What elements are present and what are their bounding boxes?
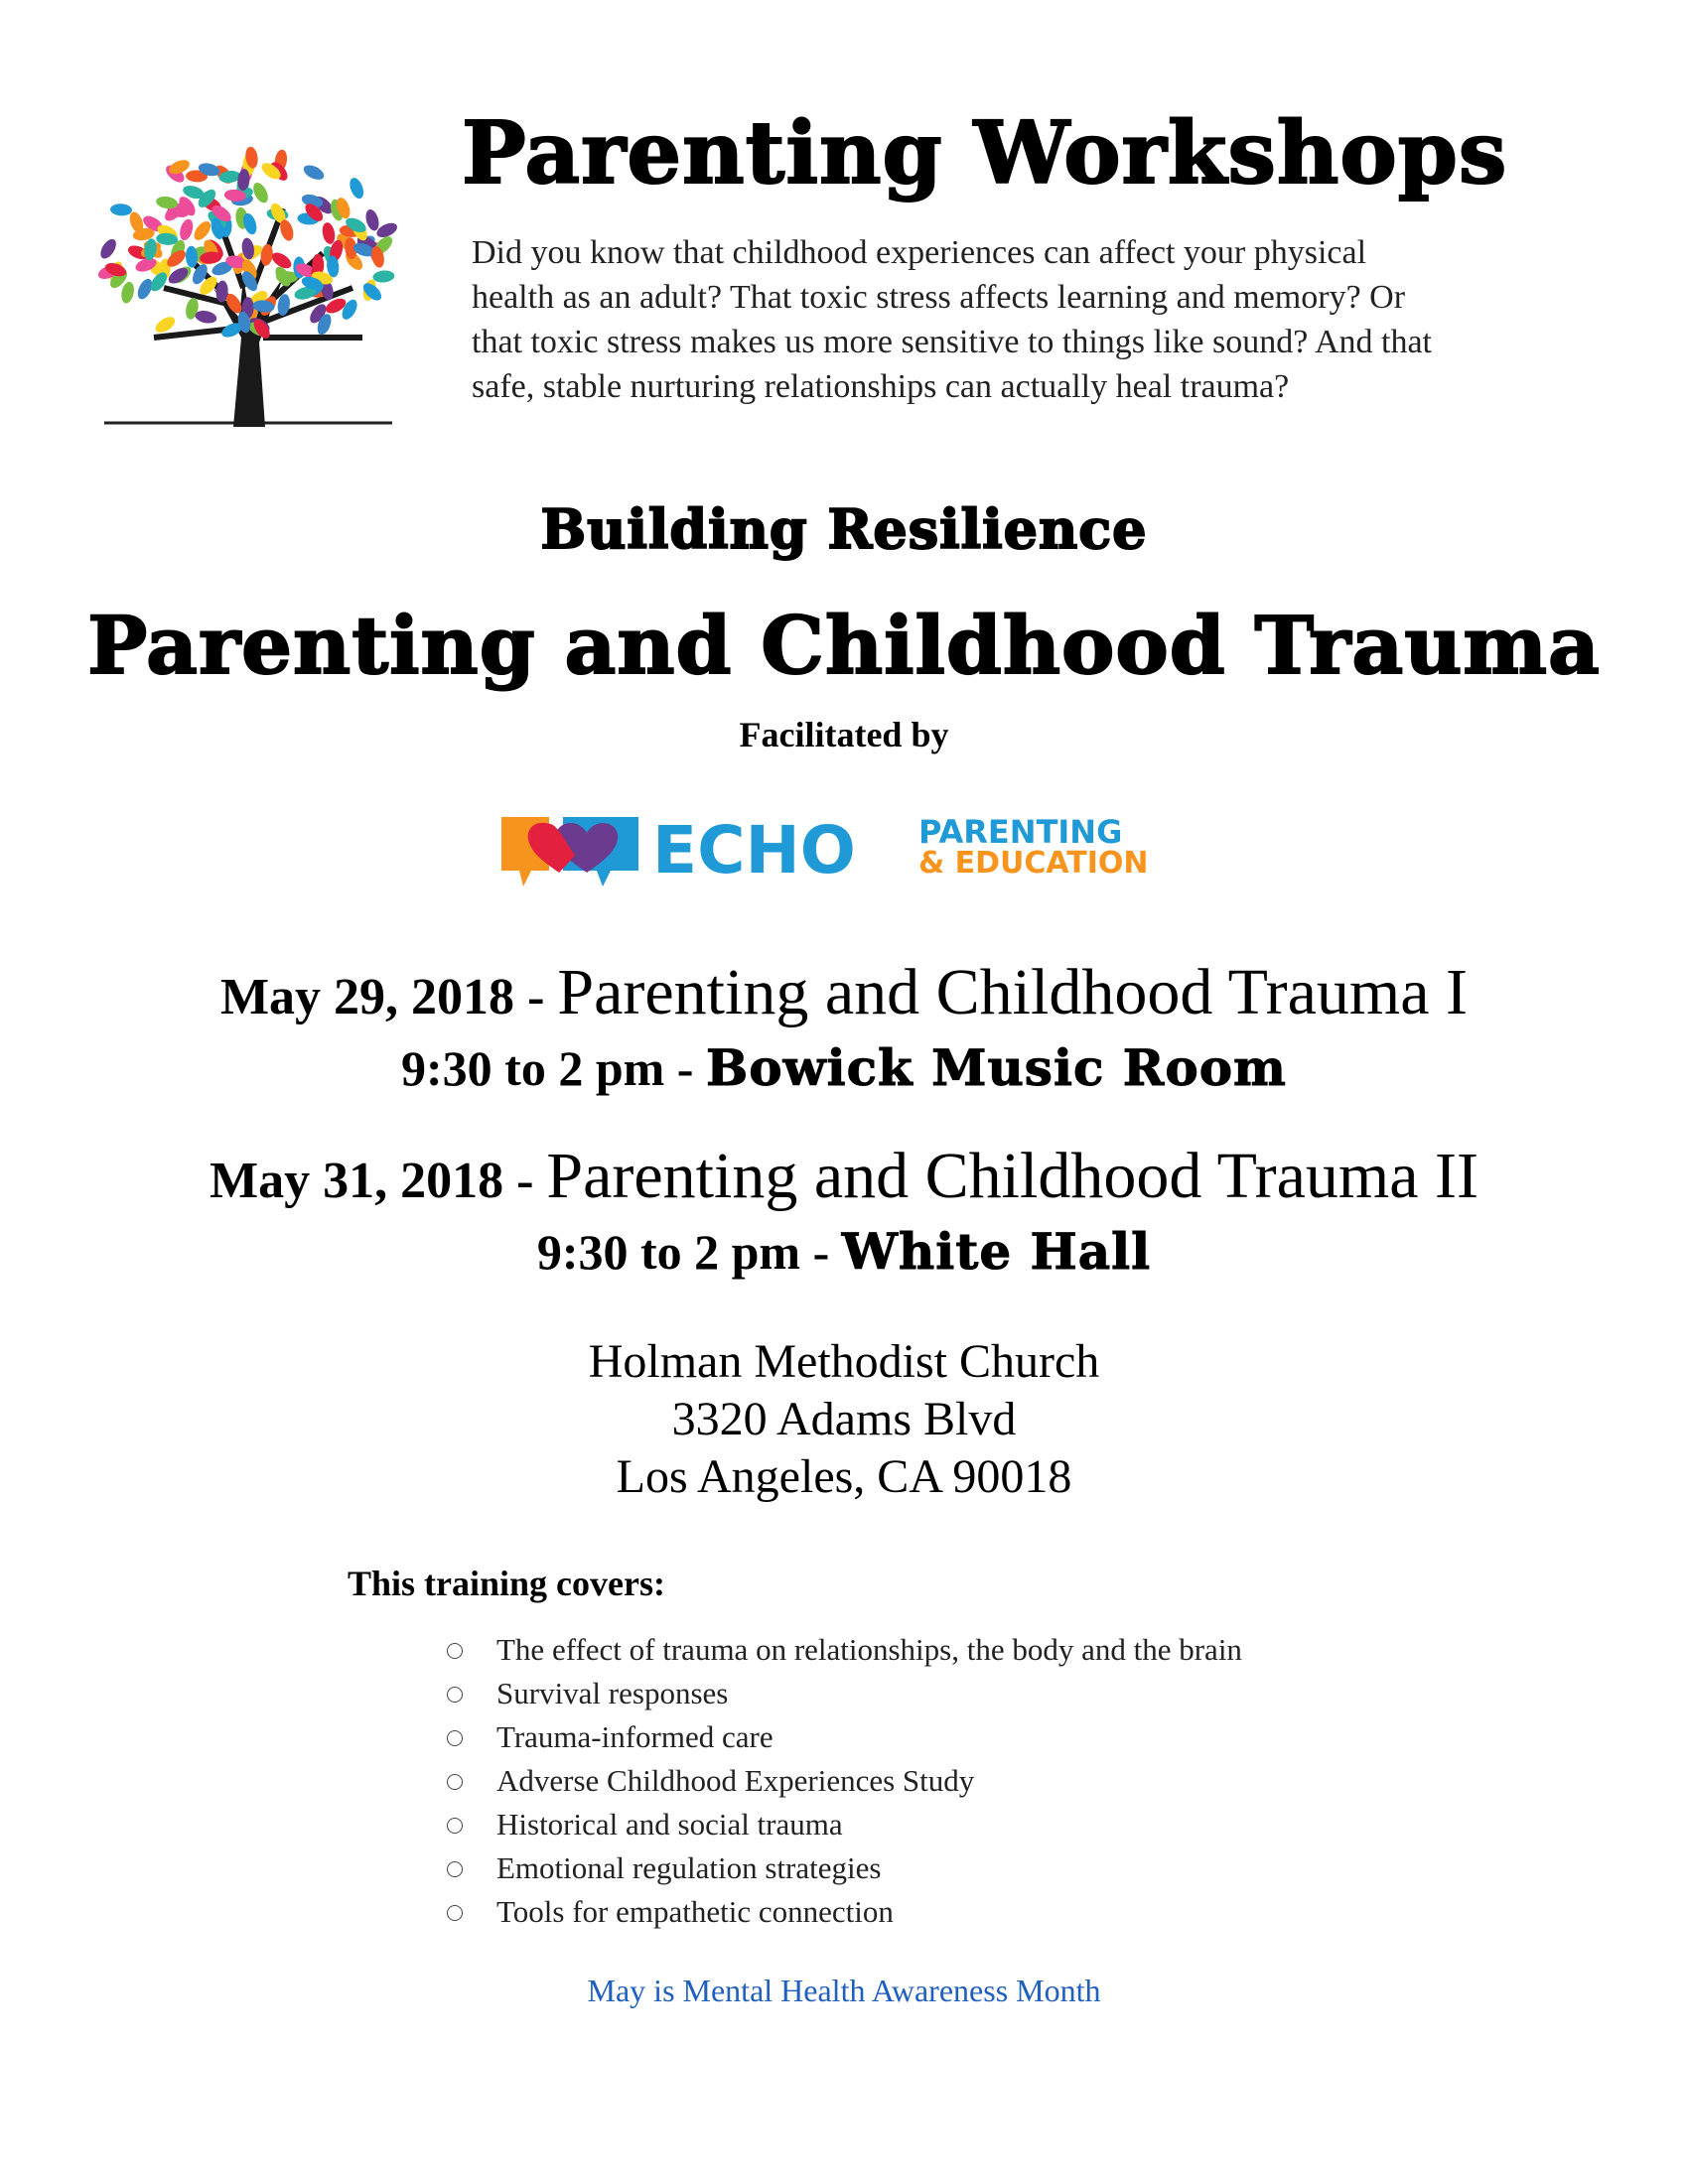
circle-bullet-icon <box>447 1730 463 1746</box>
session-room: Bowick Music Room <box>705 1038 1287 1097</box>
session-2-heading: May 31, 2018 - Parenting and Childhood Trauma II <box>209 1140 1479 1212</box>
leaf-shape <box>372 270 395 284</box>
program-title: Parenting and Childhood Trauma <box>87 599 1601 692</box>
session-time: 9:30 to 2 pm <box>401 1040 665 1096</box>
intro-line: safe, stable nurturing relationships can actually heal trauma? <box>472 368 1290 405</box>
session-1-heading: May 29, 2018 - Parenting and Childhood Trauma I <box>219 956 1469 1028</box>
circle-bullet-icon <box>447 1687 463 1703</box>
list-item: The effect of trauma on relationships, the body and the brain <box>447 1628 1242 1672</box>
facilitated-by-label: Facilitated by <box>739 715 949 754</box>
leaf-shape <box>191 218 213 243</box>
leaf-shape <box>178 217 196 241</box>
leaf-shape <box>110 204 133 216</box>
logo-wordmark: ECHO <box>652 812 856 888</box>
session-date: May 31, 2018 <box>209 1153 504 1209</box>
circle-bullet-icon <box>447 1905 463 1921</box>
logo-line1: PARENTING <box>918 813 1123 851</box>
list-item: Tools for empathetic connection <box>447 1890 1242 1934</box>
intro-paragraph <box>472 230 1614 409</box>
leaf-shape <box>97 236 119 261</box>
venue-city: Los Angeles, CA 90018 <box>616 1450 1072 1503</box>
session-title: Parenting and Childhood Trauma II <box>546 1140 1479 1212</box>
leaf-shape <box>301 162 326 182</box>
logo-line2: & EDUCATION <box>918 846 1149 881</box>
circle-bullet-icon <box>447 1861 463 1877</box>
leaf-shape <box>194 309 217 325</box>
list-item: Survival responses <box>447 1672 1242 1715</box>
echo-logo <box>501 809 1196 908</box>
leaf-shape <box>119 281 135 305</box>
session-1-time-location: 9:30 to 2 pm - Bowick Music Room <box>401 1038 1287 1097</box>
list-item: Trauma-informed care <box>447 1715 1242 1759</box>
leaf-shape <box>348 176 366 201</box>
session-room: White Hall <box>841 1222 1152 1281</box>
session-2-time-location: 9:30 to 2 pm - White Hall <box>536 1222 1152 1281</box>
training-covers-label: This training covers: <box>348 1564 665 1603</box>
session-time: 9:30 to 2 pm <box>536 1224 801 1280</box>
intro-line: health as an adult? That toxic stress affects learning and memory? Or <box>472 279 1406 316</box>
session-date: May 29, 2018 <box>219 969 515 1025</box>
program-subtitle: Building Resilience <box>540 497 1148 561</box>
intro-line: Did you know that childhood experiences can affect your physical <box>472 234 1367 271</box>
circle-bullet-icon <box>447 1818 463 1834</box>
awareness-month-note: May is Mental Health Awareness Month <box>587 1973 1101 2008</box>
training-topics-list <box>447 1628 1242 1934</box>
intro-line: that toxic stress makes us more sensitive to things like sound? And that <box>472 324 1432 360</box>
list-item: Adverse Childhood Experiences Study <box>447 1759 1242 1803</box>
circle-bullet-icon <box>447 1643 463 1659</box>
leaf-shape <box>363 207 381 231</box>
venue-name: Holman Methodist Church <box>588 1335 1100 1388</box>
list-item: Emotional regulation strategies <box>447 1846 1242 1890</box>
venue-street: 3320 Adams Blvd <box>671 1393 1017 1445</box>
page-title: Parenting Workshops <box>462 103 1508 204</box>
list-item: Historical and social trauma <box>447 1803 1242 1846</box>
circle-bullet-icon <box>447 1774 463 1790</box>
tree-illustration <box>94 139 432 437</box>
venue-address <box>0 1333 1688 1506</box>
leaf-shape <box>250 181 271 205</box>
leaf-shape <box>321 221 337 245</box>
session-title: Parenting and Childhood Trauma I <box>557 956 1469 1028</box>
